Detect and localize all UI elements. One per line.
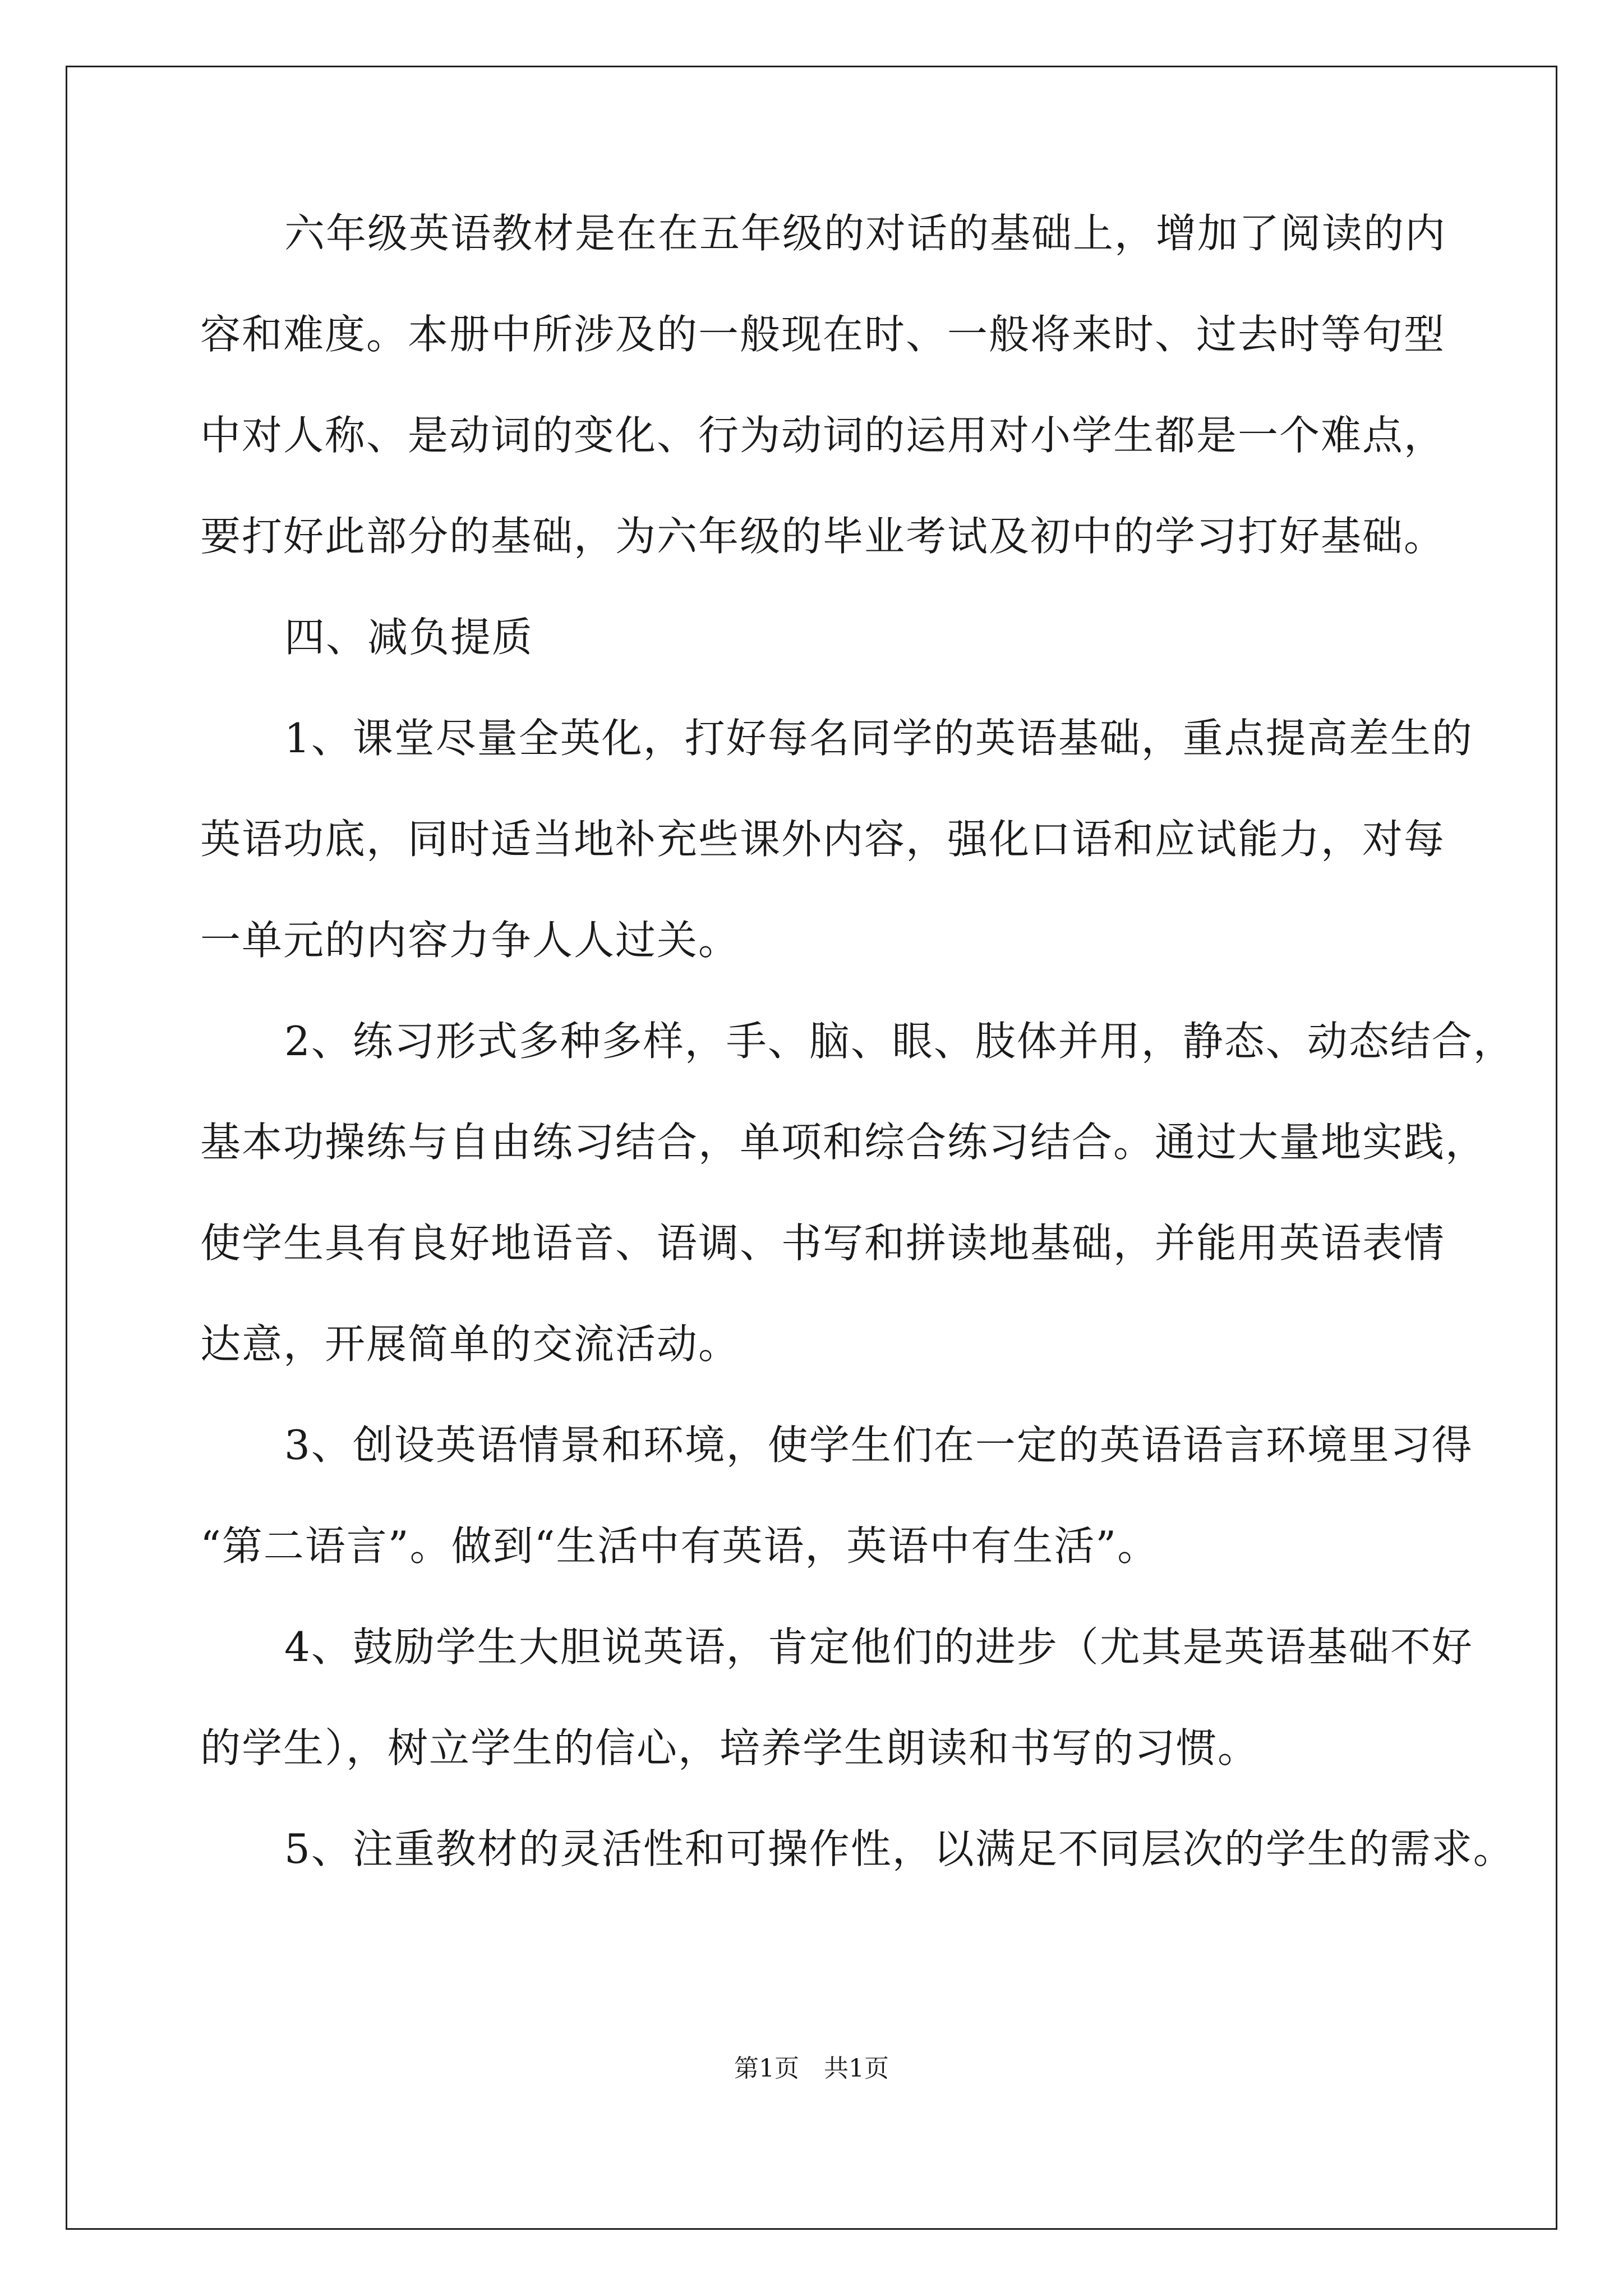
text-line: 4、鼓励学生大胆说英语，肯定他们的进步（尤其是英语基础不好: [284, 1623, 1473, 1671]
text-line: 六年级英语教材是在在五年级的对话的基础上，增加了阅读的内: [284, 210, 1447, 257]
text-line: “第二语言”。做到“生活中有英语，英语中有生活”。: [200, 1522, 1159, 1570]
document-body: [200, 210, 1515, 1930]
text-line: 要打好此部分的基础，为六年级的毕业考试及初中的学习打好基础。: [200, 513, 1446, 560]
text-line: 的学生），树立学生的信心，培养学生朗读和书写的习惯。: [200, 1724, 1260, 1772]
text-line: 使学生具有良好地语音、语调、书写和拼读地基础，并能用英语表情: [200, 1220, 1446, 1267]
text-line: 容和难度。本册中所涉及的一般现在时、一般将来时、过去时等句型: [200, 311, 1446, 358]
page-number-footer: 第1页 共1页: [734, 2054, 889, 2083]
text-line: 英语功底，同时适当地补充些课外内容，强化口语和应试能力，对每: [200, 816, 1446, 863]
text-line: 达意，开展简单的交流活动。: [200, 1320, 740, 1368]
text-line: 基本功操练与自由练习结合，单项和综合练习结合。通过大量地实践，: [200, 1119, 1487, 1166]
text-line: 2、练习形式多种多样，手、脑、眼、肢体并用，静态、动态结合，: [284, 1018, 1515, 1065]
text-line: 中对人称、是动词的变化、行为动词的运用对小学生都是一个难点，: [200, 412, 1446, 459]
text-line: 一单元的内容力争人人过关。: [200, 917, 740, 964]
text-line: 5、注重教材的灵活性和可操作性，以满足不同层次的学生的需求。: [284, 1825, 1515, 1872]
text-line: 3、创设英语情景和环境，使学生们在一定的英语语言环境里习得: [284, 1421, 1473, 1469]
section-heading: 四、减负提质: [284, 614, 534, 661]
text-line: 1、课堂尽量全英化，打好每名同学的英语基础，重点提高差生的: [284, 715, 1473, 762]
